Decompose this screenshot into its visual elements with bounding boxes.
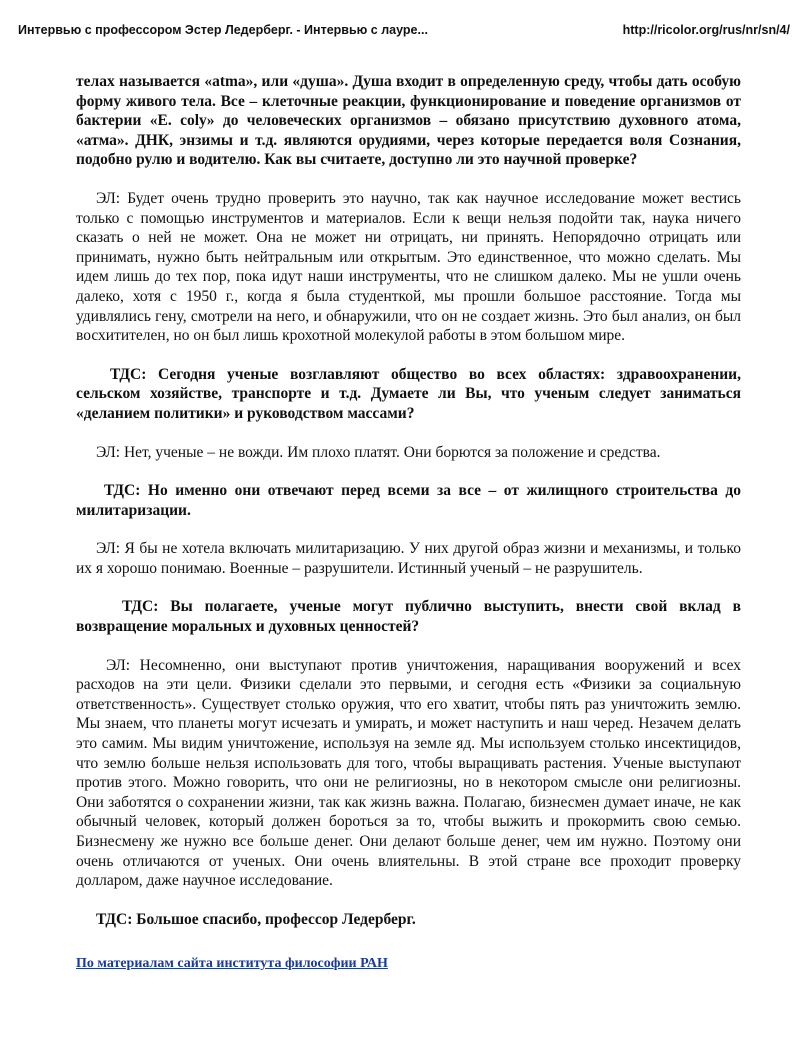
article-body xyxy=(76,72,741,974)
answer-paragraph: ЭЛ: Я бы не хотела включать милитаризацию. У них другой образ жизни и механизмы, и только их я хорошо понимаю. Военные – разрушители. Истинный ученый – не разрушитель. xyxy=(76,540,741,577)
question-paragraph: ТДС: Но именно они отвечают перед всеми за все – от жилищного строительства до милитаризации. xyxy=(76,482,741,519)
page-header xyxy=(0,0,800,60)
question-paragraph: телах называется «atma», или «душа». Душа входит в определенную среду, чтобы дать особую форму живого тела. Все – клеточные реакции, функционирование и поведение организмов от бактерии «E. coly» до человеческих организмов – обязано присутствию духовного атома, «атма». ДНК, энзимы и т.д. являются орудиями, через которые передается воля Сознания, подобно рулю и водителю. Как вы считаете, доступно ли это научной проверке? xyxy=(76,73,741,169)
page-url: http://ricolor.org/rus/nr/sn/4/ xyxy=(622,23,790,37)
question-paragraph: ТДС: Сегодня ученые возглавляют общество во всех областях: здравоохранении, сельском хозяйстве, транспорте и т.д. Думаете ли Вы, что ученым следует заниматься «деланием политики» и руководством массами? xyxy=(76,365,741,422)
source-link[interactable]: По материалам сайта института философии РАН xyxy=(76,956,388,972)
answer-paragraph: ЭЛ: Будет очень трудно проверить это научно, так как научное исследование может вестись только с помощью инструментов и материалов. Если к вещи нельзя подойти так, наука ничего сказать о ней не может. Она не может ни отрицать, ни принять. Непорядочно отрицать или принимать, нужно быть нейтральным или открытым. Это единственное, что можно сделать. Мы идем лишь до тех пор, пока идут наши инструменты, что не слишком далеко. Мы не ушли очень далеко, хотя с 1950 г., когда я была студенткой, мы прошли большое расстояние. Тогда мы удивлялись гену, смотрели на него, и обнаружили, что он не создает жизнь. Это был анализ, он был восхитителен, но он был лишь крохотной молекулой работы в этом большом мире. xyxy=(76,189,741,345)
answer-paragraph: ЭЛ: Нет, ученые – не вожди. Им плохо платят. Они борются за положение и средства. xyxy=(96,443,661,461)
closing-paragraph: ТДС: Большое спасибо, профессор Ледерберг. xyxy=(96,910,416,928)
question-paragraph: ТДС: Вы полагаете, ученые могут публично выступить, внести свой вклад в возвращение моральных и духовных ценностей? xyxy=(76,598,741,636)
page-title: Интервью с профессором Эстер Ледерберг. - Интервью с лауре... xyxy=(18,23,428,37)
answer-paragraph: ЭЛ: Несомненно, они выступают против уничтожения, наращивания вооружений и всех расходов на эти цели. Физики сделали это первыми, и сегодня есть «Физики за социальную ответственность». Существует столько оружия, что его хватит, чтобы пять раз уничтожить землю. Мы знаем, что планеты могут исчезать и умирать, и может наступить и наш черед. Незачем делать это самим. Мы видим уничтожение, используя на земле яд. Мы используем столько инсектицидов, что землю больше нельзя использовать для того, чтобы выращивать растения. Ученые выступают против этого. Можно говорить, что они не религиозны, но в некотором смысле они религиозны. Они заботятся о сохранении жизни, так как жизнь важна. Полагаю, бизнесмен думает иначе, не как обычный человек, который должен бороться за то, чтобы выжить и прокормить свою семью. Бизнесмену же нужно все больше денег. Они делают больше денег, чем им нужно. Поэтому они очень отличаются от ученых. Они очень влиятельны. В этой стране все проходит проверку долларом, даже научное исследование. xyxy=(76,656,741,890)
